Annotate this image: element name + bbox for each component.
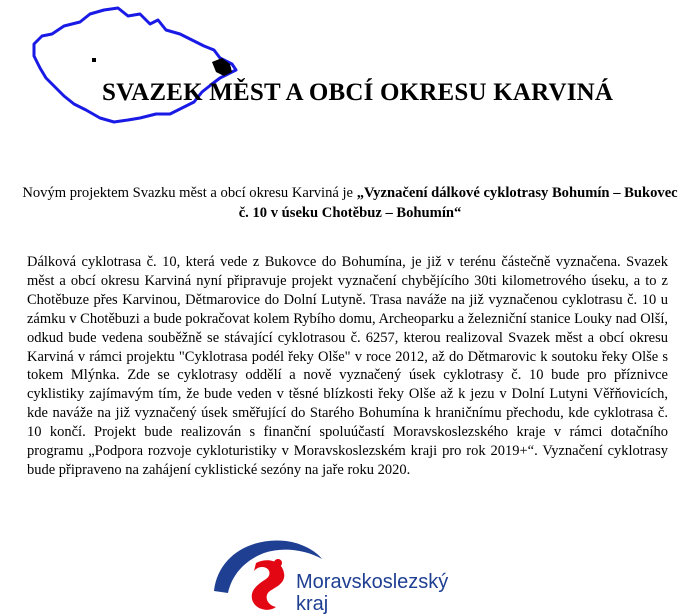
article-body: Dálková cyklotrasa č. 10, která vede z Bukovce do Bohumína, je již v terénu částečně vyznačena. Svazek měst a obcí okresu Karviná nyní připravuje projekt vyznačení chybějícího 30ti kilometrového úseku, a to z Chotěbuze přes Karvinou, Dětmarovice do Dolní Lutyně. Trasa naváže na již vyznačenou cyklotrasu č. 10 u zámku v Chotěbuzi a bude pokračovat kolem Rybího domu, Archeoparku a železniční stanice Louky nad Olší, odkud bude vedena souběžně se stávající cyklotrasou č. 6257, kterou realizoval Svazek měst a obcí okresu Karviná v rámci projektu "Cyklotrasa podél řeky Olše" v roce 2012, až do Dětmarovic k soutoku řeky Olše s tokem Mlýnka. Zde se cyklotrasy oddělí a nově vyznačený úsek cyklotrasy č. 10 bude pro příznivce cyklistiky zajímavým tím, že bude veden v těsné blízkosti řeky Olše až k jezu v Dolní Lutyni Věřňovicích, kde naváže na již vyznačený úsek směřující do Starého Bohumína k hraničnímu přechodu, kde cyklotrasa č. 10 končí. Projekt bude realizován s finanční spoluúčastí Moravskoslezského kraje v rámci dotačního programu „Podpora rozvoje cykloturistiky v Moravskoslezském kraji pro rok 2019+“. Vyznačení cyklotrasy bude připraveno na zahájení cyklistické sezóny na jaře roku 2020. [27,254,668,478]
logo-line-1: Moravskoslezský [296,571,449,593]
project-name: „Vyznačení dálkové cyklotrasy Bohumín – Bukovec č. 10 v úseku Chotěbuz – Bohumín“ [238,185,678,221]
intro-lead: Novým projektem Svazku měst a obcí okresu Karviná je [22,185,357,201]
logo-wordmark [296,571,448,615]
moravskoslezsky-kraj-logo [212,533,472,616]
page-title: SVAZEK MĚST A OBCÍ OKRESU KARVINÁ [102,79,614,106]
logo-line-2: kraj [296,593,329,615]
intro-paragraph [20,183,680,223]
